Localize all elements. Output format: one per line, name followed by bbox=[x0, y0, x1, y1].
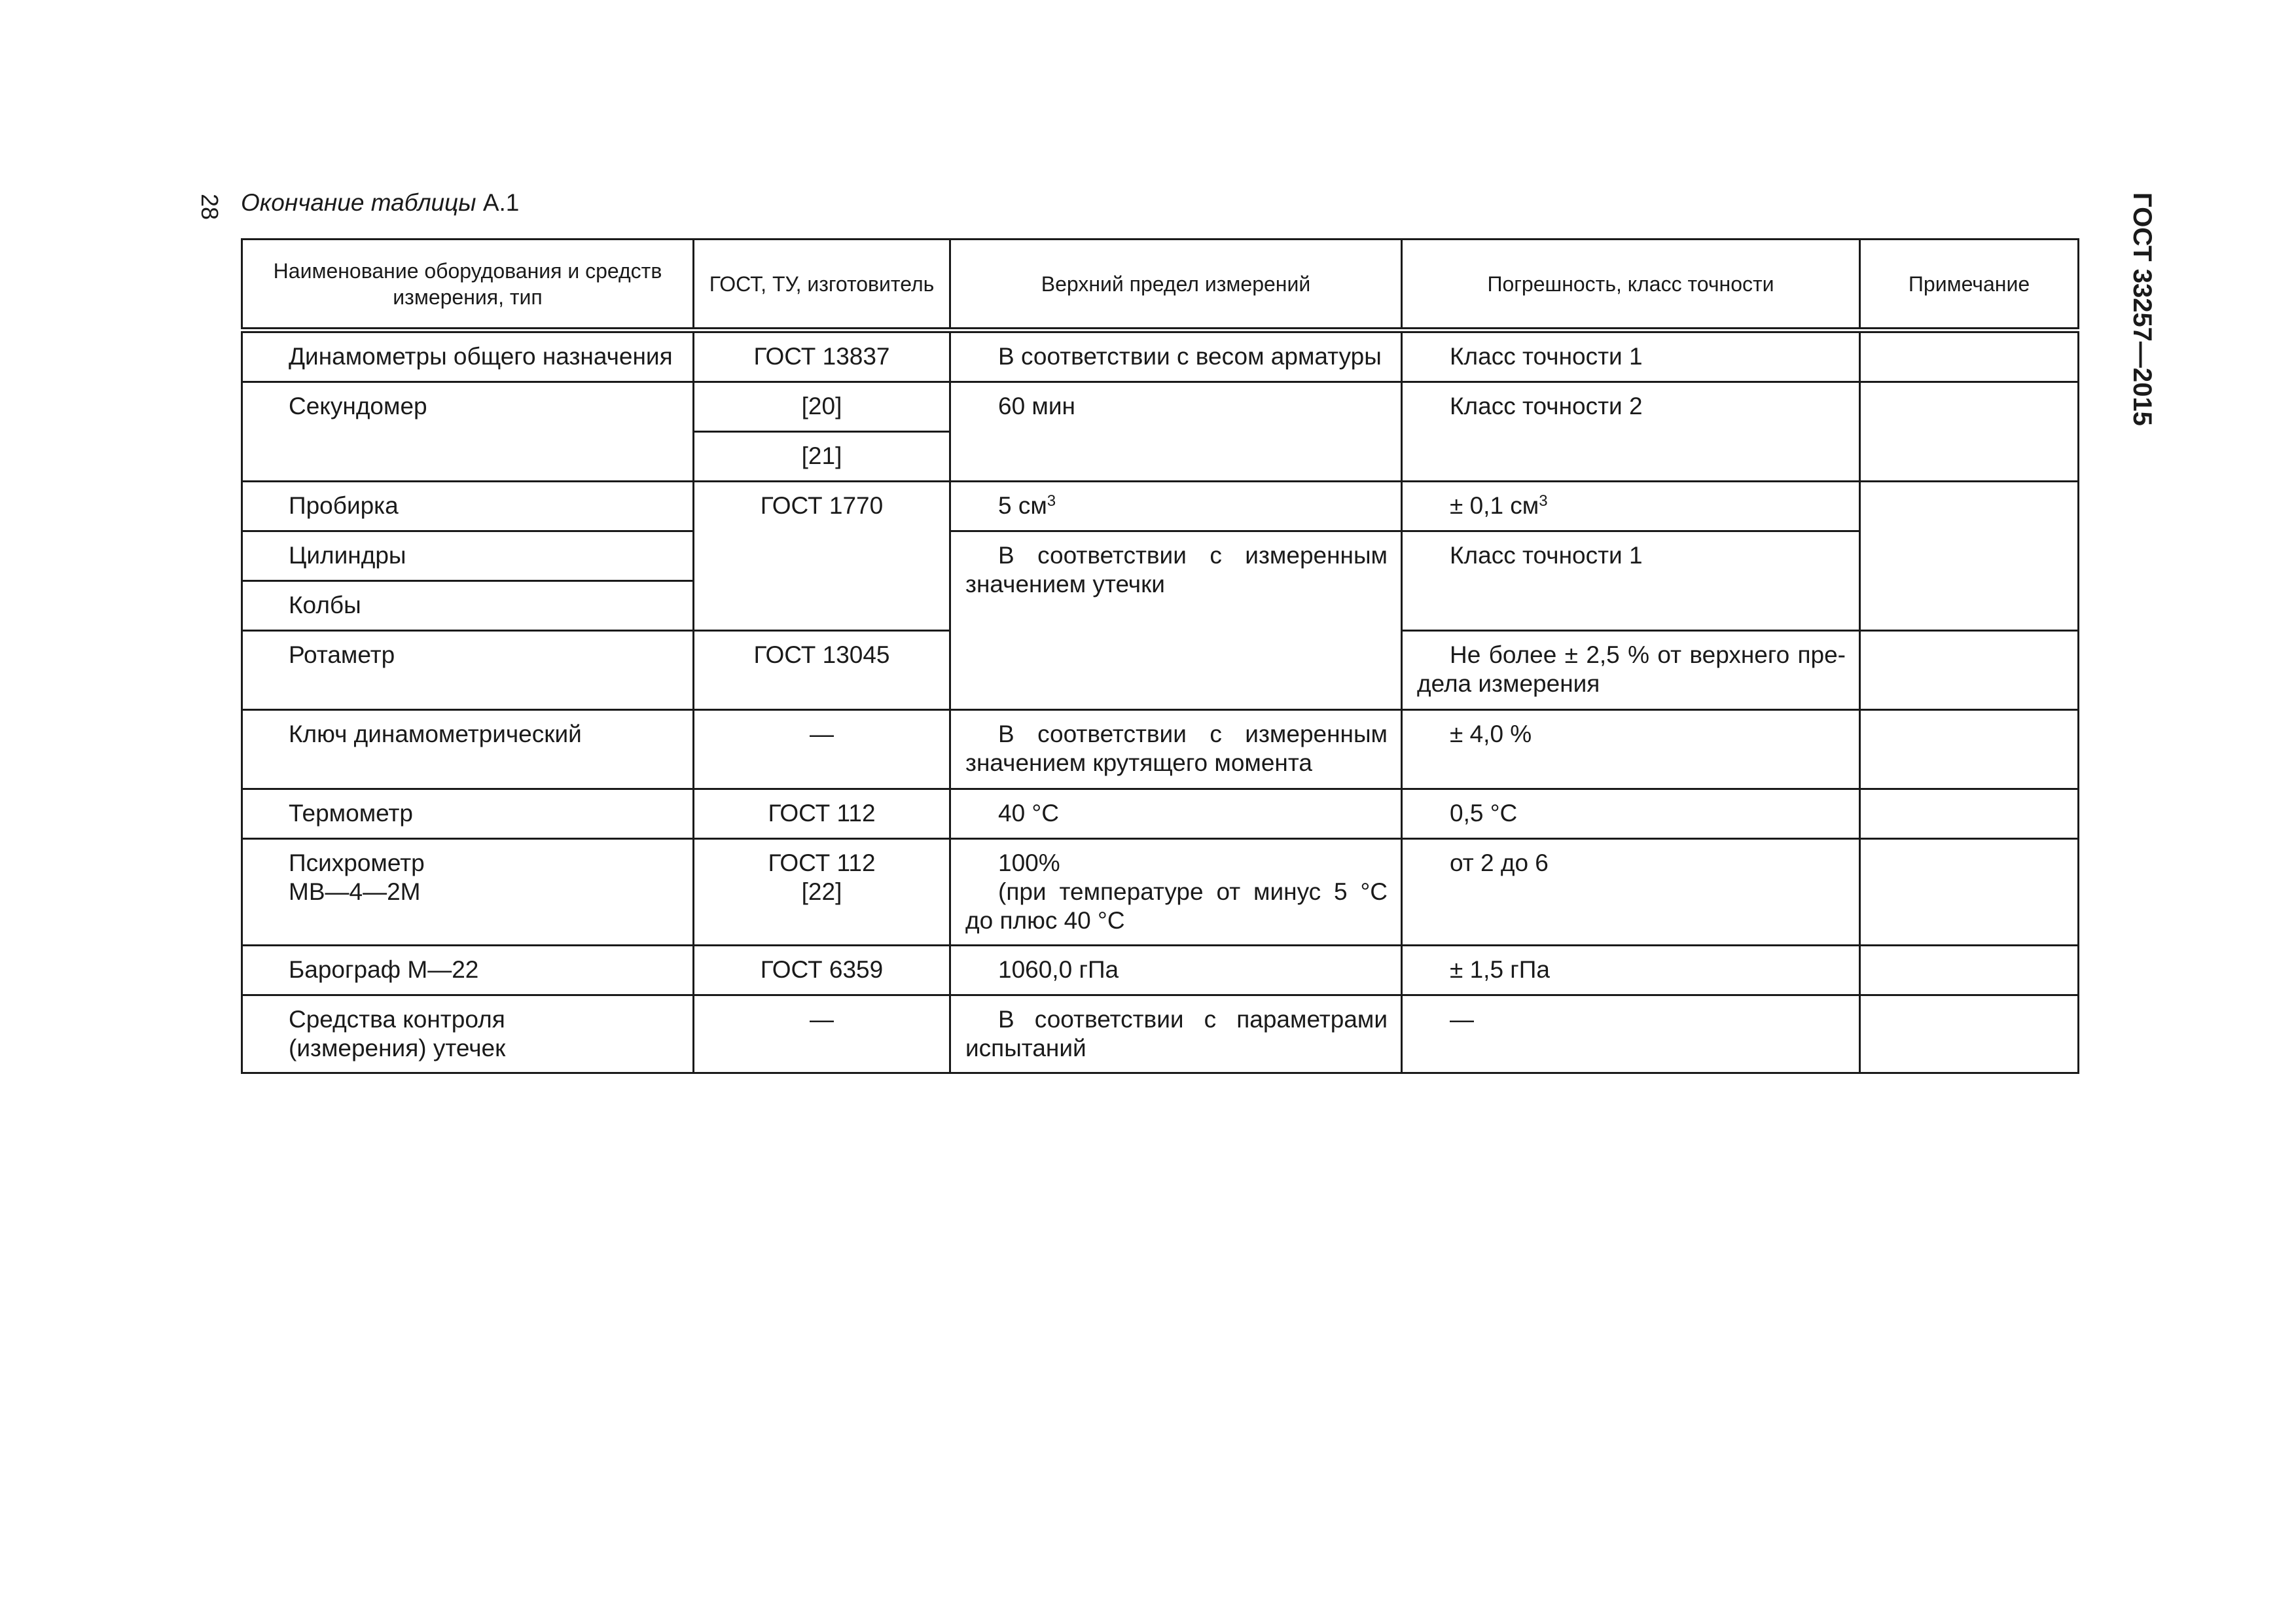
cell-limit: В соответствии с параметрами испытаний bbox=[950, 995, 1402, 1073]
cell-limit: 40 °С bbox=[950, 789, 1402, 839]
gost-line: [22] bbox=[801, 878, 842, 905]
header-accuracy: Погрешность, класс точности bbox=[1402, 240, 1860, 330]
cell-gost: [21] bbox=[694, 432, 950, 482]
cell-name: Барограф М—22 bbox=[242, 946, 694, 995]
cell-note bbox=[1860, 710, 2079, 789]
name-line: Средства контроля bbox=[289, 1006, 505, 1033]
table-row bbox=[242, 789, 2079, 839]
cell-accuracy: Класс точности 1 bbox=[1402, 531, 1860, 631]
cell-gost: — bbox=[694, 710, 950, 789]
cell-note bbox=[1860, 995, 2079, 1073]
superscript: 3 bbox=[1539, 492, 1548, 510]
cell-gost: ГОСТ 13837 bbox=[694, 330, 950, 382]
cell-limit: 60 мин bbox=[950, 382, 1402, 482]
cell-name: Термометр bbox=[242, 789, 694, 839]
cell-limit bbox=[950, 482, 1402, 531]
table-row bbox=[242, 946, 2079, 995]
cell-accuracy: Класс точности 2 bbox=[1402, 382, 1860, 482]
cell-accuracy: ± 1,5 гПа bbox=[1402, 946, 1860, 995]
cell-gost: ГОСТ 13045 bbox=[694, 631, 950, 710]
page-number: 28 bbox=[196, 194, 223, 221]
cell-limit: В соответствии с весом арматуры bbox=[950, 330, 1402, 382]
cell-limit: 1060,0 гПа bbox=[950, 946, 1402, 995]
limit-line: 100% bbox=[998, 849, 1060, 876]
cell-note bbox=[1860, 482, 2079, 631]
cell-accuracy: от 2 до 6 bbox=[1402, 839, 1860, 946]
cell-name: Колбы bbox=[242, 581, 694, 631]
caption-ref: А.1 bbox=[482, 189, 520, 216]
cell-name: Ротаметр bbox=[242, 631, 694, 710]
cell-name: Секундомер bbox=[242, 382, 694, 482]
cell-name: Цилиндры bbox=[242, 531, 694, 581]
cell-note bbox=[1860, 330, 2079, 382]
equipment-table bbox=[241, 238, 2079, 1074]
header-equipment: Наименование оборудования и средств измерения, тип bbox=[242, 240, 694, 330]
cell-note bbox=[1860, 946, 2079, 995]
table-row bbox=[242, 839, 2079, 946]
cell-limit: В соответствии с измеренным значением утечки bbox=[950, 531, 1402, 710]
cell-name bbox=[242, 839, 694, 946]
cell-name: Динамометры общего назначения bbox=[242, 330, 694, 382]
table-caption bbox=[241, 187, 519, 219]
cell-gost bbox=[694, 839, 950, 946]
table-row bbox=[242, 382, 2079, 432]
table-row bbox=[242, 482, 2079, 531]
cell-note bbox=[1860, 631, 2079, 710]
caption-italic: Окончание таблицы bbox=[241, 189, 476, 216]
cell-note bbox=[1860, 789, 2079, 839]
cell-note bbox=[1860, 382, 2079, 482]
header-upper-limit: Верхний предел измерений bbox=[950, 240, 1402, 330]
name-line: МВ—4—2М bbox=[289, 878, 421, 905]
cell-limit: В соответствии с измеренным значением крутящего момента bbox=[950, 710, 1402, 789]
limit-line: (при температуре от минус 5 °С до плюс 40 °С bbox=[965, 878, 1388, 934]
name-line: (измерения) утечек bbox=[289, 1035, 506, 1061]
cell-name: Ключ динамометрический bbox=[242, 710, 694, 789]
cell-accuracy: ± 4,0 % bbox=[1402, 710, 1860, 789]
cell-name bbox=[242, 995, 694, 1073]
table-row bbox=[242, 330, 2079, 382]
cell-accuracy: — bbox=[1402, 995, 1860, 1073]
cell-name: Пробирка bbox=[242, 482, 694, 531]
table-row bbox=[242, 995, 2079, 1073]
name-line: Психрометр bbox=[289, 849, 425, 876]
gost-line: ГОСТ 112 bbox=[768, 849, 876, 876]
cell-gost: — bbox=[694, 995, 950, 1073]
cell-gost: ГОСТ 6359 bbox=[694, 946, 950, 995]
superscript: 3 bbox=[1047, 492, 1056, 510]
cell-accuracy: Не более ± 2,5 % от верхнего пре-дела измерения bbox=[1402, 631, 1860, 710]
cell-accuracy: 0,5 °С bbox=[1402, 789, 1860, 839]
cell-limit bbox=[950, 839, 1402, 946]
cell-gost: [20] bbox=[694, 382, 950, 432]
cell-accuracy: Класс точности 1 bbox=[1402, 330, 1860, 382]
cell-accuracy bbox=[1402, 482, 1860, 531]
limit-value: 5 см bbox=[998, 492, 1047, 519]
cell-gost: ГОСТ 1770 bbox=[694, 482, 950, 631]
table-header-row bbox=[242, 240, 2079, 330]
cell-note bbox=[1860, 839, 2079, 946]
table-row bbox=[242, 710, 2079, 789]
document-standard-title: ГОСТ 33257—2015 bbox=[2128, 192, 2157, 426]
header-note: Примечание bbox=[1860, 240, 2079, 330]
table-row bbox=[242, 531, 2079, 581]
accuracy-value: ± 0,1 см bbox=[1450, 492, 1539, 519]
header-gost: ГОСТ, ТУ, изготовитель bbox=[694, 240, 950, 330]
cell-gost: ГОСТ 112 bbox=[694, 789, 950, 839]
